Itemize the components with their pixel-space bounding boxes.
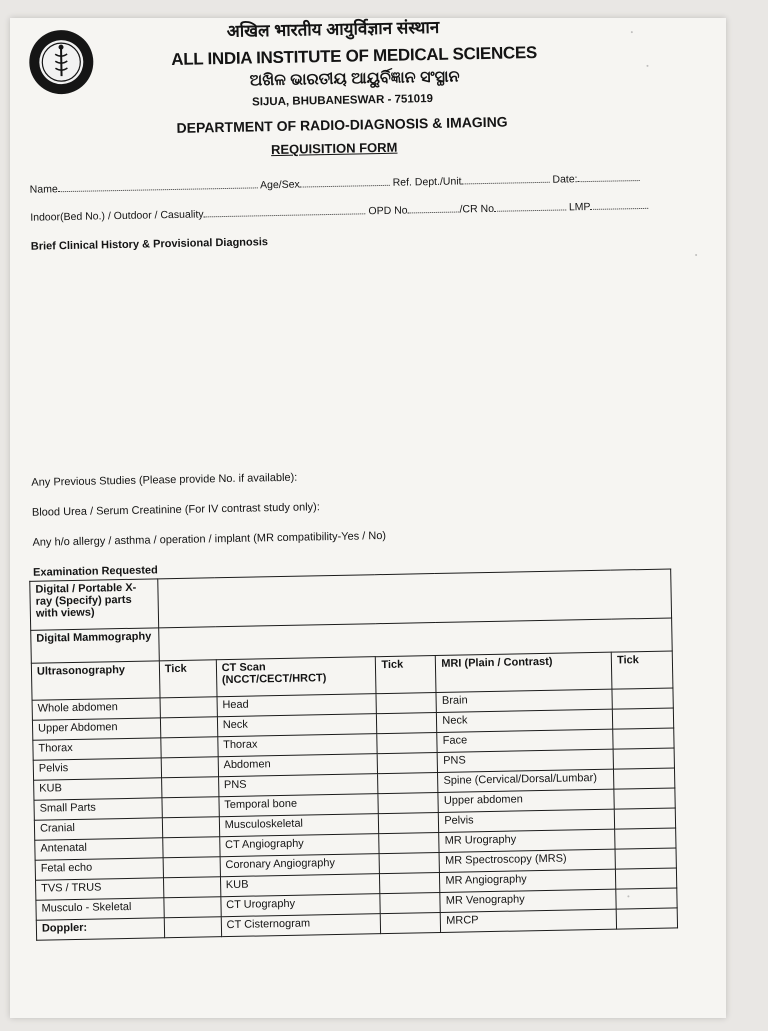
ct-tick-cell[interactable] <box>380 852 440 873</box>
patient-info-row-2 <box>30 199 648 224</box>
usg-header: Ultrasonography <box>31 661 160 700</box>
indoor-label: Indoor(Bed No.) / Outdoor / Casuality <box>30 208 204 224</box>
mri-item: Neck <box>437 709 613 732</box>
patient-info-row-1 <box>30 171 640 196</box>
ct-tick-cell[interactable] <box>376 693 436 714</box>
xray-label: Digital / Portable X-ray (Specify) parts with views) <box>30 579 159 630</box>
ct-item: Thorax <box>218 734 378 757</box>
ct-item: Abdomen <box>218 754 378 777</box>
usg-item: Small Parts <box>34 798 162 820</box>
opd-label: OPD No <box>368 204 408 218</box>
mri-tick-cell[interactable] <box>614 808 675 829</box>
ct-item: CT Angiography <box>219 834 379 857</box>
mri-item: MRCP <box>441 909 617 932</box>
date-label: Date: <box>552 173 578 186</box>
usg-item: KUB <box>34 778 162 800</box>
usg-tick-cell[interactable] <box>161 777 218 798</box>
aiims-logo <box>29 30 94 95</box>
usg-tick-cell[interactable] <box>164 897 221 918</box>
mri-tick-header: Tick <box>611 651 673 689</box>
ct-item: Temporal bone <box>219 794 379 817</box>
ct-item: Coronary Angiography <box>220 854 380 877</box>
ct-item: PNS <box>218 774 378 797</box>
age-sex-label: Age/Sex <box>259 178 300 192</box>
usg-item: Whole abdomen <box>32 698 160 720</box>
usg-item: Upper Abdomen <box>32 718 160 740</box>
usg-tick-cell[interactable] <box>160 717 217 738</box>
mri-item: Pelvis <box>439 809 615 832</box>
previous-studies-question: Any Previous Studies (Please provide No. if available): <box>31 471 298 489</box>
clinical-history-label: Brief Clinical History & Provisional Diagnosis <box>30 236 269 253</box>
mri-item: Face <box>437 729 613 752</box>
mri-tick-cell[interactable] <box>614 768 675 789</box>
institute-name: ALL INDIA INSTITUTE OF MEDICAL SCIENCES <box>171 42 538 69</box>
ct-item: Head <box>217 694 377 717</box>
cr-label: /CR No <box>459 202 495 216</box>
exam-rows <box>32 688 677 940</box>
usg-item: Musculo - Skeletal <box>36 898 164 920</box>
opd-field[interactable] <box>407 202 459 213</box>
ct-tick-cell[interactable] <box>380 872 440 893</box>
ct-item: Musculoskeletal <box>219 814 379 837</box>
ct-tick-header: Tick <box>376 656 437 694</box>
usg-item: TVS / TRUS <box>36 878 164 900</box>
usg-tick-cell[interactable] <box>164 917 221 938</box>
age-sex-field[interactable] <box>300 176 390 188</box>
mri-tick-cell[interactable] <box>616 888 677 909</box>
ct-tick-cell[interactable] <box>377 713 437 734</box>
ct-tick-cell[interactable] <box>378 753 438 774</box>
mri-tick-cell[interactable] <box>615 848 676 869</box>
date-field[interactable] <box>577 171 639 182</box>
usg-item: Fetal echo <box>35 858 163 880</box>
mri-item: Brain <box>436 689 612 712</box>
usg-item: Thorax <box>33 738 161 760</box>
usg-tick-cell[interactable] <box>162 797 219 818</box>
urea-creatinine-question: Blood Urea / Serum Creatinine (For IV contrast study only): <box>31 501 320 519</box>
form-title: REQUISITION FORM <box>270 139 398 158</box>
ct-tick-cell[interactable] <box>379 833 439 854</box>
cr-field[interactable] <box>494 200 566 211</box>
mri-item: Upper abdomen <box>438 789 614 812</box>
usg-tick-cell[interactable] <box>163 857 220 878</box>
examination-table <box>29 568 678 940</box>
mri-tick-cell[interactable] <box>616 908 677 929</box>
mri-tick-cell[interactable] <box>613 728 674 749</box>
department-title: DEPARTMENT OF RADIO-DIAGNOSIS & IMAGING <box>176 113 508 136</box>
indoor-field[interactable] <box>203 204 365 217</box>
mri-tick-cell[interactable] <box>614 788 675 809</box>
lmp-field[interactable] <box>590 199 648 210</box>
ref-dept-field[interactable] <box>461 173 549 185</box>
lmp-label: LMP <box>568 200 591 214</box>
ct-item: KUB <box>220 874 380 897</box>
ct-item: Neck <box>217 714 377 737</box>
ct-tick-cell[interactable] <box>377 733 437 754</box>
mri-item: MR Venography <box>440 889 616 912</box>
usg-tick-cell[interactable] <box>161 757 218 778</box>
usg-tick-cell[interactable] <box>160 697 217 718</box>
mri-tick-cell[interactable] <box>612 708 673 729</box>
usg-item: Cranial <box>34 818 162 840</box>
usg-tick-header: Tick <box>159 660 217 698</box>
odia-title: ଅଖିଳ ଭାରତୀୟ ଆୟୁର୍ବିଜ୍ଞାନ ସଂସ୍ଥାନ <box>249 68 460 90</box>
ct-tick-cell[interactable] <box>380 892 440 913</box>
ct-tick-cell[interactable] <box>378 773 438 794</box>
ct-tick-cell[interactable] <box>379 813 439 834</box>
ct-tick-cell[interactable] <box>378 793 438 814</box>
clinical-history-area[interactable] <box>31 247 665 459</box>
aiims-emblem-icon <box>29 30 94 95</box>
usg-tick-cell[interactable] <box>163 877 220 898</box>
mri-tick-cell[interactable] <box>613 748 674 769</box>
allergy-question: Any h/o allergy / asthma / operation / implant (MR compatibility-Yes / No) <box>32 529 387 549</box>
address: SIJUA, BHUBANESWAR - 751019 <box>251 92 434 109</box>
mri-tick-cell[interactable] <box>615 828 676 849</box>
usg-item: Pelvis <box>33 758 161 780</box>
exam-requested-title: Examination Requested <box>32 564 158 579</box>
mri-item: MR Spectroscopy (MRS) <box>439 849 615 872</box>
mammography-label: Digital Mammography <box>31 628 159 663</box>
name-label: Name <box>29 183 58 196</box>
ref-dept-label: Ref. Dept./Unit <box>392 175 462 189</box>
usg-item: Doppler: <box>36 918 164 940</box>
mri-item: MR Urography <box>439 829 615 852</box>
mri-item: PNS <box>437 749 613 772</box>
ct-item: CT Cisternogram <box>221 914 381 937</box>
ct-item: CT Urography <box>221 894 381 917</box>
ct-tick-cell[interactable] <box>381 912 441 933</box>
mri-tick-cell[interactable] <box>612 688 673 709</box>
usg-tick-cell[interactable] <box>162 817 219 838</box>
usg-item: Antenatal <box>35 838 163 860</box>
mri-tick-cell[interactable] <box>616 868 677 889</box>
hindi-title: अखिल भारतीय आयुर्विज्ञान संस्थान <box>226 17 440 41</box>
mri-item: Spine (Cervical/Dorsal/Lumbar) <box>438 769 614 792</box>
name-field[interactable] <box>58 178 258 192</box>
usg-tick-cell[interactable] <box>163 837 220 858</box>
ct-header: CT Scan (NCCT/CECT/HRCT) <box>216 657 376 697</box>
usg-tick-cell[interactable] <box>161 737 218 758</box>
mri-item: MR Angiography <box>440 869 616 892</box>
mri-header: MRI (Plain / Contrast) <box>436 652 612 692</box>
